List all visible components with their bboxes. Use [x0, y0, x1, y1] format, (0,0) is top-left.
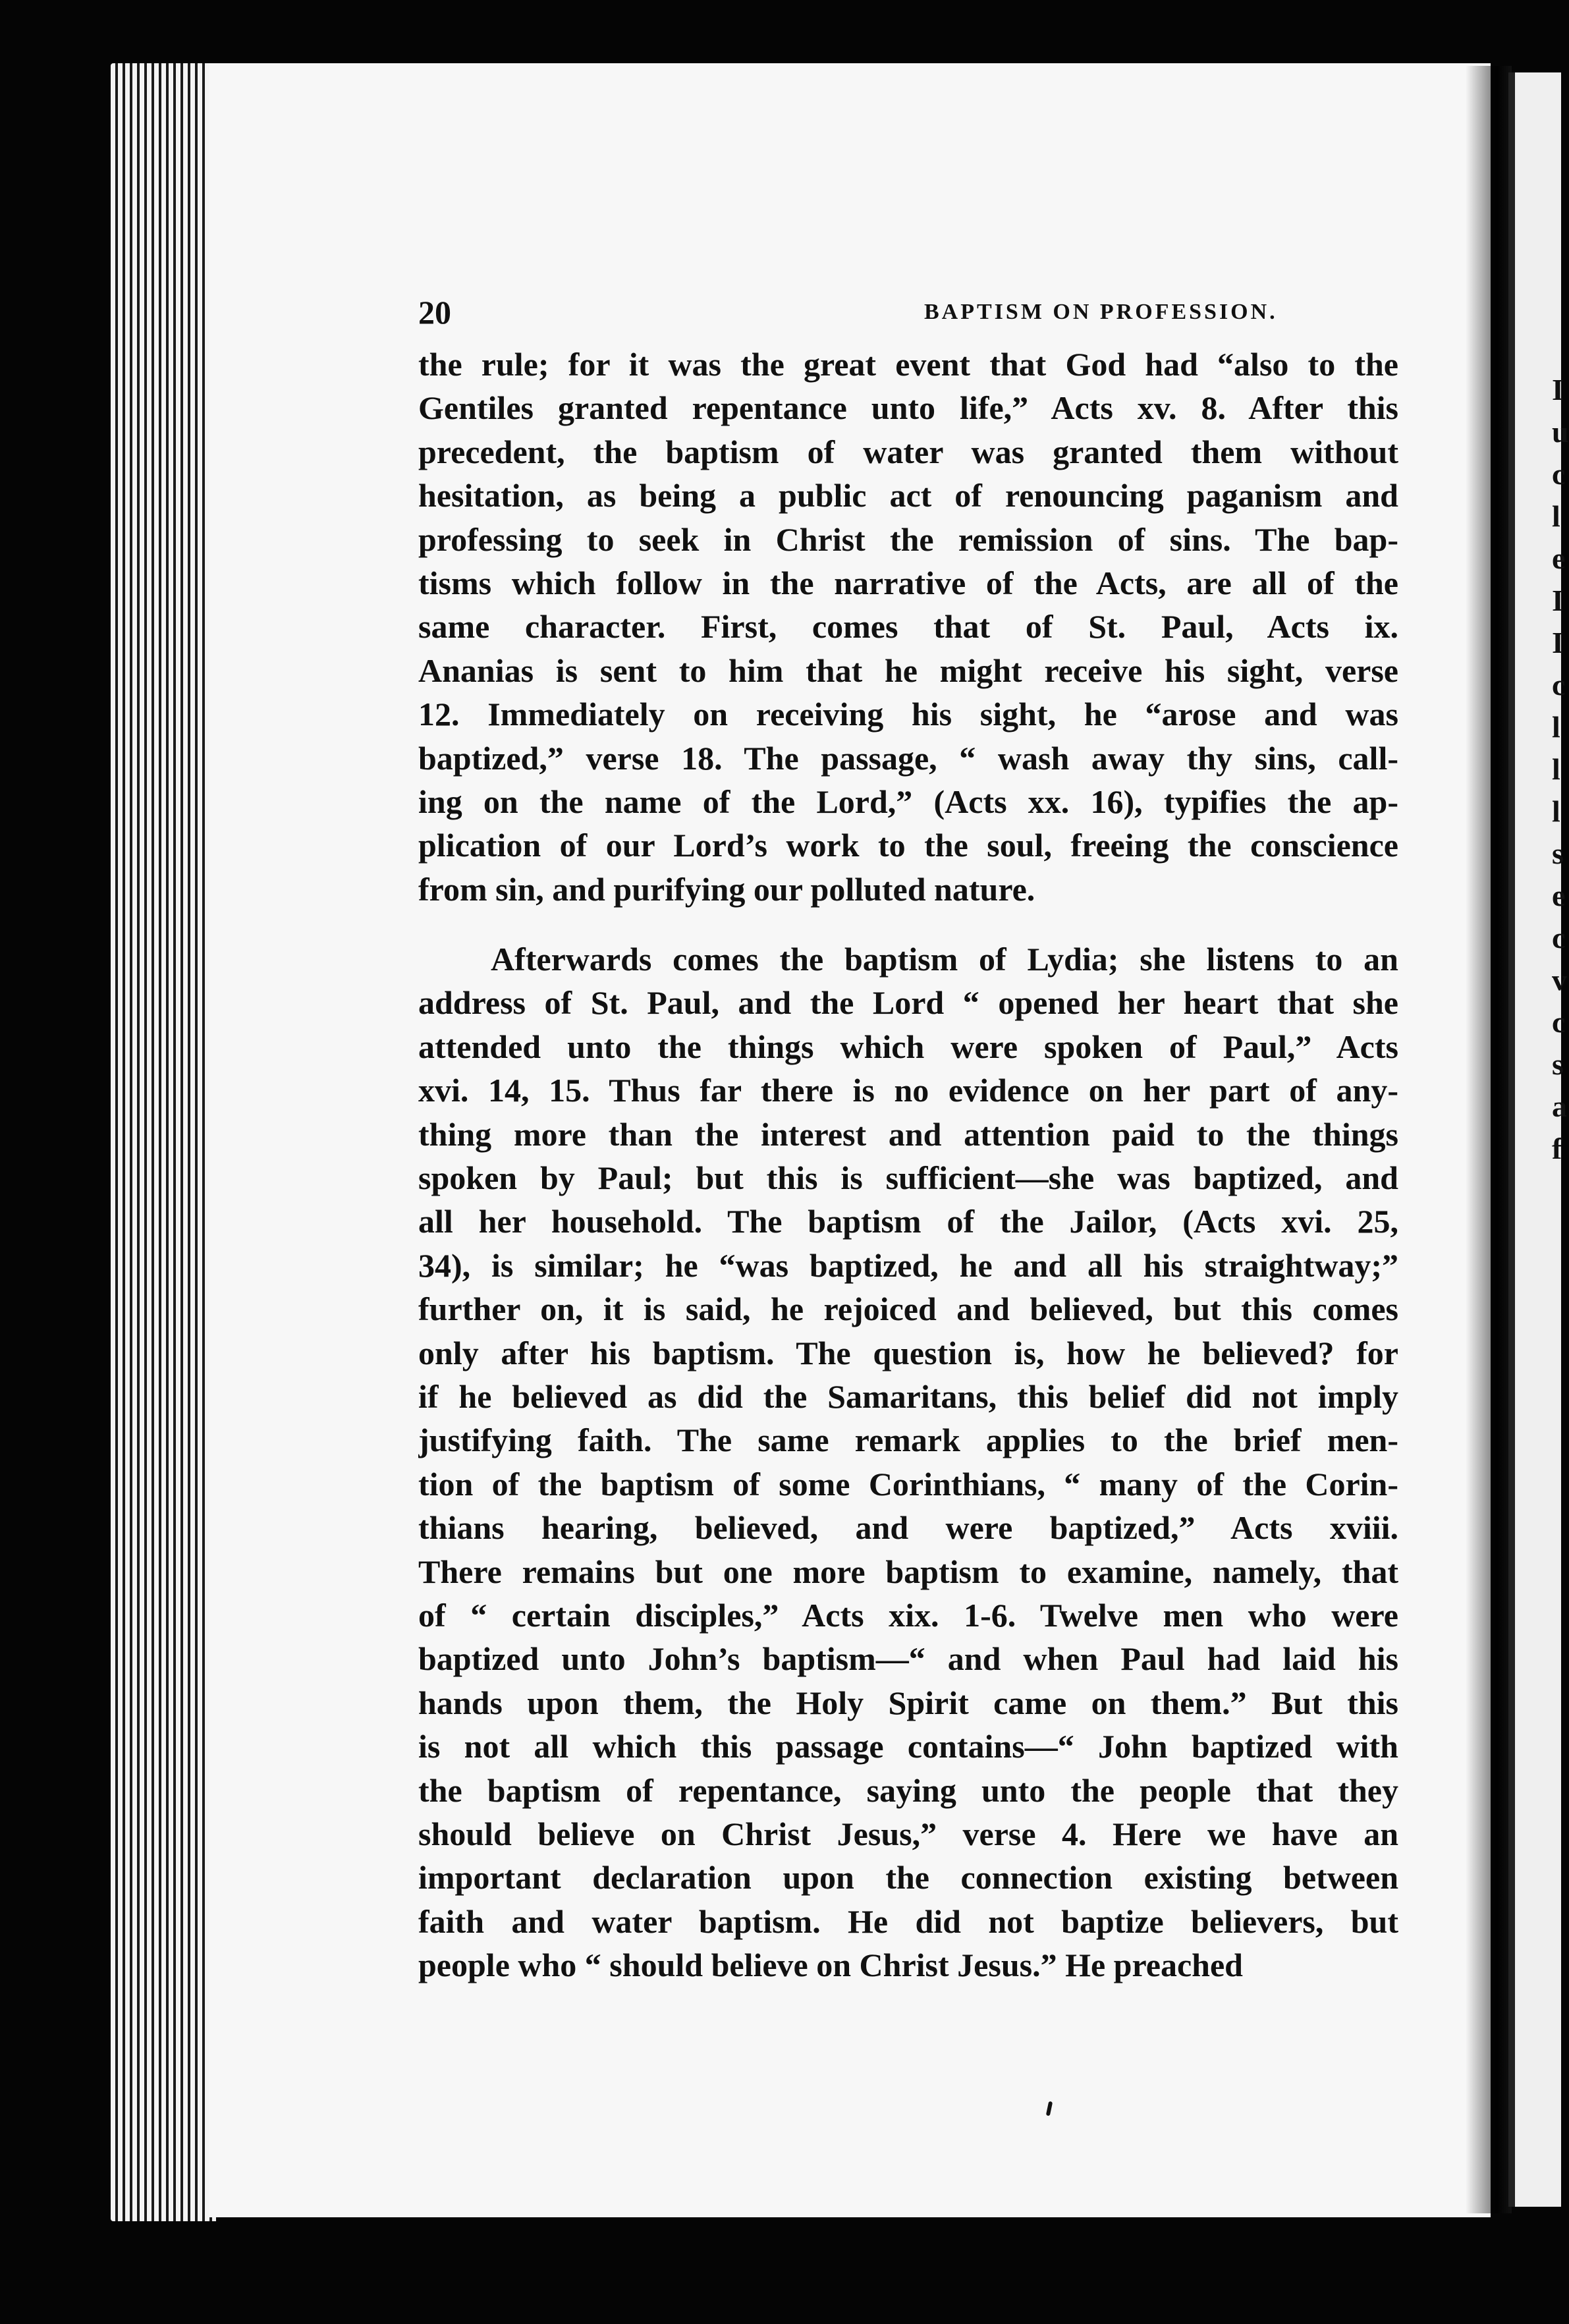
- paragraph-gap: [418, 911, 1398, 937]
- text-line: people who “ should believe on Christ Jesus.” He preached: [418, 1947, 1243, 1984]
- book-page-edges: [111, 63, 216, 2221]
- text-line: professing to seek in Christ the remission of sins. The bap-: [418, 520, 1398, 558]
- gutter-shadow: [1466, 66, 1512, 2213]
- text-line: precedent, the baptism of water was granted them without: [418, 433, 1398, 470]
- text-line: There remains but one more baptism to examine, namely, that: [418, 1553, 1398, 1590]
- text-line: tion of the baptism of some Corinthians, “ many of the Corin-: [418, 1465, 1398, 1503]
- text-line: same character. First, comes that of St. Paul, Acts ix.: [418, 608, 1398, 646]
- text-line: from sin, and purifying our polluted nature.: [418, 870, 1035, 908]
- running-title: BAPTISM ON PROFESSION.: [924, 300, 1278, 324]
- text-line: tisms which follow in the narrative of the Acts, are all of the: [418, 564, 1398, 601]
- text-line: only after his baptism. The question is, how he believed? for: [418, 1334, 1398, 1371]
- text-line: xvi. 14, 15. Thus far there is no evidence on her part of any-: [418, 1072, 1398, 1109]
- text-line: justifying faith. The same remark applies to the brief men-: [418, 1422, 1398, 1459]
- text-line: if he believed as did the Samaritans, this belief did not imply: [418, 1377, 1398, 1415]
- text-line: important declaration upon the connection existing between: [418, 1859, 1398, 1896]
- text-line: Afterwards comes the baptism of Lydia; she listens to an: [491, 941, 1398, 978]
- text-line: baptized unto John’s baptism—“ and when Paul had laid his: [418, 1640, 1398, 1678]
- text-line: of “ certain disciples,” Acts xix. 1-6. Twelve men who were: [418, 1596, 1398, 1634]
- text-line: the rule; for it was the great event that God had “also to the: [418, 346, 1398, 383]
- body-text: [418, 343, 1398, 1987]
- text-line: further on, it is said, he rejoiced and believed, but this comes: [418, 1290, 1398, 1328]
- text-line: is not all which this passage contains—“ John baptized with: [418, 1728, 1398, 1765]
- text-line: baptized,” verse 18. The passage, “ wash away thy sins, call-: [418, 739, 1398, 777]
- text-line: should believe on Christ Jesus,” verse 4. Here we have an: [418, 1815, 1398, 1852]
- paragraph: [418, 343, 1398, 911]
- text-line: spoken by Paul; but this is sufficient—she was baptized, and: [418, 1159, 1398, 1197]
- text-line: hands upon them, the Holy Spirit came on them.” But this: [418, 1684, 1398, 1721]
- facing-page-fragment: I u c l e I I c l l l s e c v c s a f: [1552, 373, 1569, 1165]
- text-line: plication of our Lord’s work to the soul, freeing the conscience: [418, 827, 1398, 864]
- page-number: 20: [418, 294, 451, 331]
- text-line: address of St. Paul, and the Lord “ opened her heart that she: [418, 984, 1398, 1022]
- text-line: hesitation, as being a public act of renouncing paganism and: [418, 477, 1398, 514]
- text-line: Gentiles granted repentance unto life,” Acts xv. 8. After this: [418, 389, 1398, 427]
- text-line: ing on the name of the Lord,” (Acts xx. 16), typifies the ap-: [418, 783, 1398, 820]
- text-line: the baptism of repentance, saying unto the people that they: [418, 1771, 1398, 1809]
- text-line: attended unto the things which were spoken of Paul,” Acts: [418, 1028, 1398, 1065]
- paragraph: [418, 937, 1398, 1987]
- text-line: 12. Immediately on receiving his sight, he “arose and was: [418, 696, 1398, 733]
- text-line: faith and water baptism. He did not baptize believers, but: [418, 1902, 1398, 1940]
- running-head: [209, 293, 1375, 333]
- text-line: 34), is similar; he “was baptized, he and all his straightway;”: [418, 1246, 1398, 1284]
- text-line: Ananias is sent to him that he might receive his sight, verse: [418, 651, 1398, 689]
- text-line: thians hearing, believed, and were baptized,” Acts xviii.: [418, 1509, 1398, 1547]
- text-line: all her household. The baptism of the Jailor, (Acts xvi. 25,: [418, 1203, 1398, 1240]
- text-line: thing more than the interest and attention paid to the things: [418, 1115, 1398, 1153]
